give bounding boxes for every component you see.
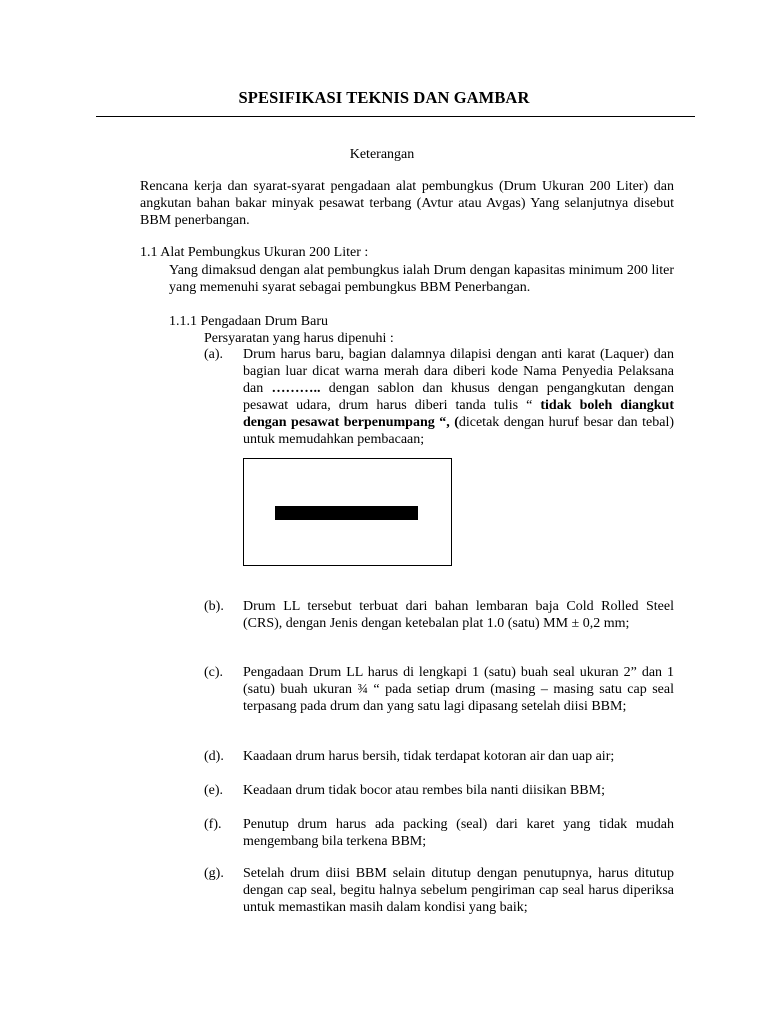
item-d-marker: (d).: [204, 749, 224, 764]
item-f-marker: (f).: [204, 817, 222, 832]
item-a-text-part3: dicetak dengan huruf besar dan tebal) untuk memudahkan pembacaan;: [243, 415, 674, 447]
item-a-bold-code: ………..: [271, 381, 321, 396]
item-c-marker: (c).: [204, 665, 224, 680]
item-a-text: [243, 346, 674, 448]
item-a-text-part2: dengan sablon dan khusus dengan pengangkutan dengan pesawat udara, drum harus diberi tanda tulis “: [243, 381, 675, 413]
item-b-marker: (b).: [204, 599, 224, 614]
item-b-text: Drum LL tersebut terbuat dari bahan lembaran baja Cold Rolled Steel (CRS), dengan Jenis dengan ketebalan plat 1.0 (satu) MM ± 0,2 mm;: [243, 599, 674, 631]
item-e-marker: (e).: [204, 783, 224, 798]
section-1-1-heading: 1.1 Alat Pembungkus Ukuran 200 Liter :: [140, 245, 369, 260]
label-sample-box: [243, 458, 452, 566]
item-g-text: Setelah drum diisi BBM selain ditutup dengan penutupnya, harus ditutup dengan cap seal, begitu halnya sebelum pengiriman cap seal harus diperiksa untuk memastikan masih dalam kondisi yang baik;: [243, 866, 674, 915]
item-a-marker: (a).: [204, 347, 224, 362]
title-underline: [96, 116, 695, 117]
section-1-1-body: Yang dimaksud dengan alat pembungkus ialah Drum dengan kapasitas minimum 200 liter yang memenuhi syarat sebagai pembungkus BBM Penerbangan.: [169, 263, 674, 295]
page-title: SPESIFIKASI TEKNIS DAN GAMBAR: [238, 88, 530, 107]
item-f-text: Penutup drum harus ada packing (seal) dari karet yang tidak mudah mengembang bila terkena BBM;: [243, 817, 674, 849]
item-e-text: Keadaan drum tidak bocor atau rembes bila nanti diisikan BBM;: [243, 783, 605, 798]
keterangan-heading: Keterangan: [349, 147, 415, 162]
requirements-subheading: Persyaratan yang harus dipenuhi :: [204, 331, 394, 346]
section-1-1-1-heading: 1.1.1 Pengadaan Drum Baru: [169, 314, 329, 329]
item-d-text: Kaadaan drum harus bersih, tidak terdapat kotoran air dan uap air;: [243, 749, 615, 764]
item-a-bold-warning: tidak boleh diangkut dengan pesawat berpenumpang “, (: [243, 398, 674, 430]
item-g-marker: (g).: [204, 866, 224, 881]
label-sample-bar: [275, 506, 418, 520]
item-c-text: Pengadaan Drum LL harus di lengkapi 1 (satu) buah seal ukuran 2” dan 1 (satu) buah ukuran ¾ “ pada setiap drum (masing – masing satu cap seal terpasang pada drum dan yang satu lagi dipasang setelah diisi BBM;: [243, 665, 674, 714]
item-a-text-part1: Drum harus baru, bagian dalamnya dilapisi dengan anti karat (Laquer) dan bagian luar dicat warna merah dara diberi kode Nama Penyedia Pelaksana dan: [243, 347, 674, 396]
intro-paragraph: Rencana kerja dan syarat-syarat pengadaan alat pembungkus (Drum Ukuran 200 Liter) dan angkutan bahan bakar minyak pesawat terbang (Avtur atau Avgas) Yang selanjutnya disebut BBM penerbangan.: [140, 179, 674, 228]
